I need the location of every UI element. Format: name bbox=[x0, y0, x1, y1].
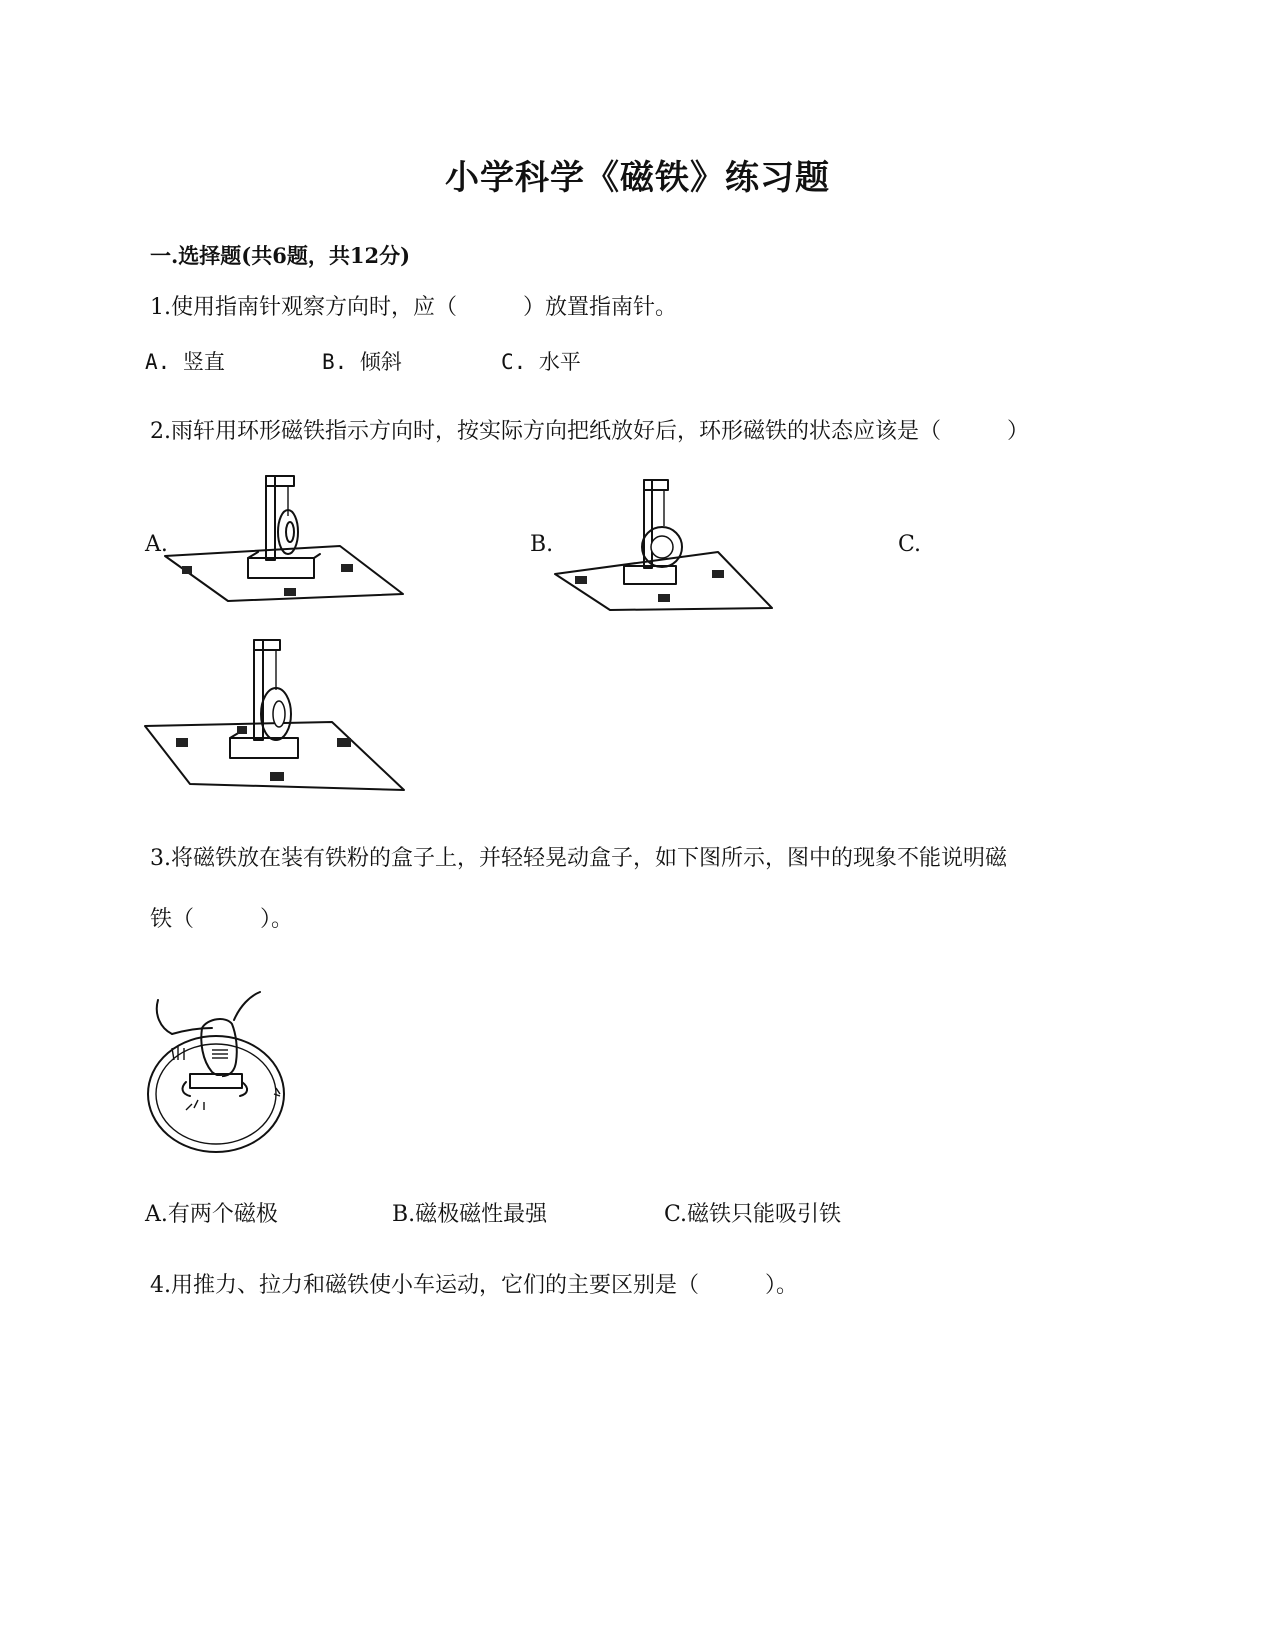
q3-figure-magnet-dish bbox=[142, 990, 290, 1155]
q2-figure-a bbox=[160, 468, 410, 603]
q2-label-c: C. bbox=[898, 532, 922, 557]
q1-option-c: C. 水平 bbox=[501, 350, 581, 374]
q2-label-a: A. bbox=[145, 532, 168, 557]
question-4: 4.用推力、拉力和磁铁使小车运动，它们的主要区别是（ ）。 bbox=[150, 1273, 798, 1298]
q2-figure-c bbox=[142, 634, 410, 796]
question-2: 2.雨轩用环形磁铁指示方向时，按实际方向把纸放好后，环形磁铁的状态应该是（ ） bbox=[150, 419, 1029, 444]
page-title: 小学科学《磁铁》练习题 bbox=[445, 158, 830, 198]
question-3-line-2: 铁（ ）。 bbox=[150, 907, 294, 932]
q1-option-a: A. 竖直 bbox=[145, 350, 225, 374]
q2-figure-b bbox=[550, 474, 775, 614]
section-heading: 一.选择题(共6题，共12分) bbox=[150, 243, 411, 268]
q1-option-b: B. 倾斜 bbox=[322, 350, 402, 374]
q3-option-b: B.磁极磁性最强 bbox=[392, 1202, 548, 1227]
question-1: 1.使用指南针观察方向时，应（ ）放置指南针。 bbox=[150, 295, 677, 320]
question-3-line-1: 3.将磁铁放在装有铁粉的盒子上，并轻轻晃动盒子，如下图所示，图中的现象不能说明磁 bbox=[150, 846, 1007, 871]
q2-label-b: B. bbox=[530, 532, 554, 557]
q3-option-a: A.有两个磁极 bbox=[145, 1202, 278, 1227]
q3-option-c: C.磁铁只能吸引铁 bbox=[664, 1202, 842, 1227]
